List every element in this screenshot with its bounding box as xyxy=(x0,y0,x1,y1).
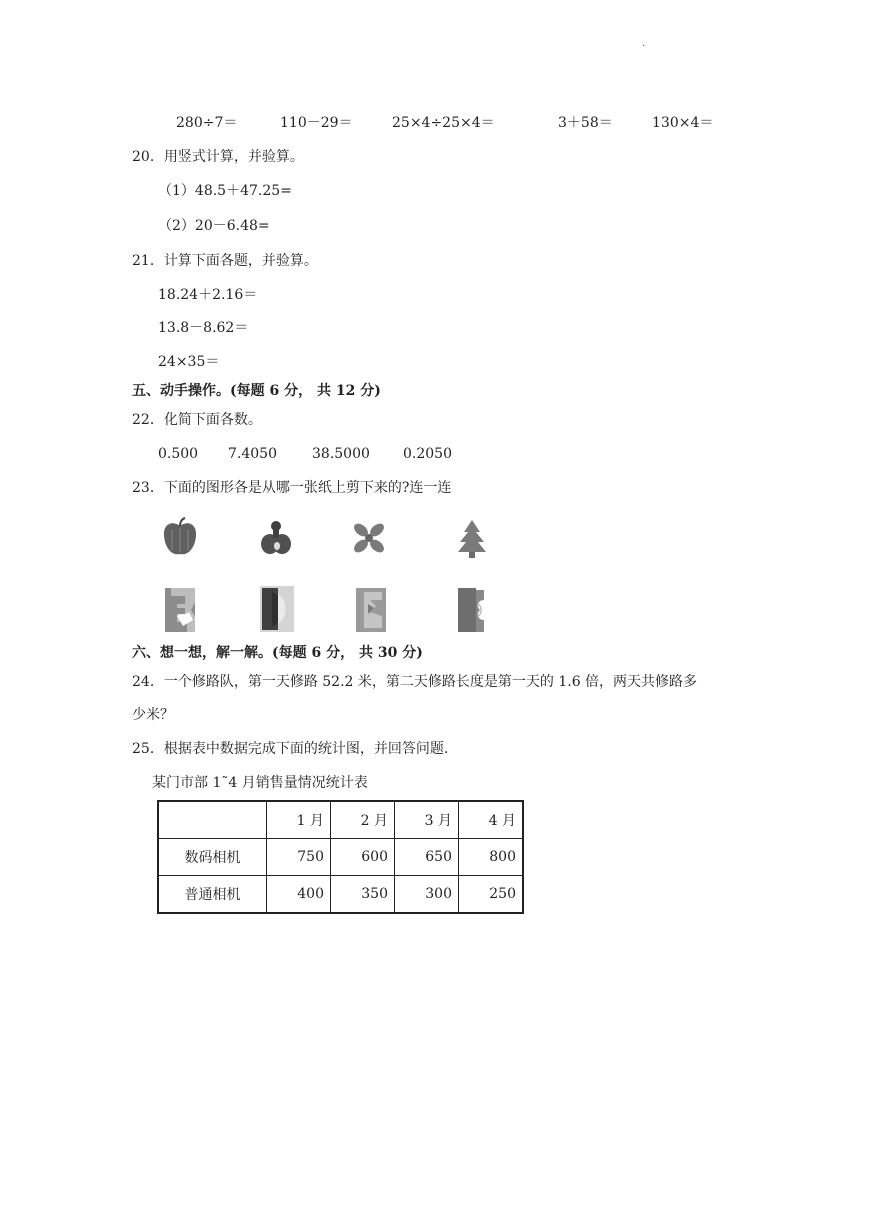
number-item: 0.500 xyxy=(158,446,199,462)
tree-shape-figure xyxy=(452,516,492,560)
question-20-item: （1）48.5＋47.25= xyxy=(158,183,292,199)
table-header-cell xyxy=(158,801,267,839)
number-item: 0.2050 xyxy=(403,446,452,462)
table-header-cell: 2 月 xyxy=(331,801,395,839)
table-row xyxy=(158,839,523,876)
calc-item: 3＋58＝ xyxy=(558,115,613,131)
table-header-cell: 4 月 xyxy=(459,801,524,839)
row-label: 数码相机 xyxy=(158,839,267,876)
table-cell: 650 xyxy=(395,839,459,876)
cut-paper-1-figure xyxy=(163,586,199,634)
question-20-item: （2）20－6.48= xyxy=(158,218,270,234)
section-6-heading: 六、想一想，解一解。(每题 6 分， 共 30 分) xyxy=(132,645,423,661)
table-cell: 750 xyxy=(267,839,331,876)
table-header-cell: 3 月 xyxy=(395,801,459,839)
question-20-title: 20．用竖式计算，并验算。 xyxy=(132,149,304,165)
question-23-title: 23．下面的图形各是从哪一张纸上剪下来的?连一连 xyxy=(132,480,452,496)
question-21-title: 21．计算下面各题，并验算。 xyxy=(132,253,318,269)
question-21-item: 13.8－8.62＝ xyxy=(158,320,249,336)
apple-shape-figure xyxy=(160,516,200,560)
table-cell: 800 xyxy=(459,839,524,876)
table-cell: 600 xyxy=(331,839,395,876)
number-item: 38.5000 xyxy=(312,446,370,462)
question-24-text-cont: 少米？ xyxy=(132,707,174,723)
row-label: 普通相机 xyxy=(158,876,267,914)
calc-item: 130×4＝ xyxy=(652,115,714,131)
table-cell: 400 xyxy=(267,876,331,914)
question-21-item: 24×35＝ xyxy=(158,354,220,370)
question-25-title: 25．根据表中数据完成下面的统计图，并回答问题. xyxy=(132,741,449,757)
table-header-cell: 1 月 xyxy=(267,801,331,839)
cut-paper-4-figure xyxy=(456,586,490,634)
sales-table xyxy=(157,800,524,914)
question-21-item: 18.24＋2.16＝ xyxy=(158,287,258,303)
calc-item: 280÷7＝ xyxy=(176,115,238,131)
table-cell: 300 xyxy=(395,876,459,914)
section-5-heading: 五、动手操作。(每题 6 分， 共 12 分) xyxy=(132,383,381,399)
cut-paper-3-figure xyxy=(354,586,390,634)
cut-paper-2-figure xyxy=(258,584,296,634)
question-24-text: 24．一个修路队，第一天修路 52.2 米，第二天修路长度是第一天的 1.6 倍，两天共修路多 xyxy=(132,674,698,690)
table-cell: 250 xyxy=(459,876,524,914)
question-22-title: 22．化简下面各数。 xyxy=(132,412,262,428)
gourd-shape-figure xyxy=(256,516,296,560)
table-header-row xyxy=(158,801,523,839)
number-item: 7.4050 xyxy=(228,446,277,462)
table-row xyxy=(158,876,523,914)
flower-shape-figure xyxy=(349,516,389,560)
table-caption: 某门市部 1˜4 月销售量情况统计表 xyxy=(152,775,368,791)
table-cell: 350 xyxy=(331,876,395,914)
calc-item: 25×4÷25×4＝ xyxy=(392,115,495,131)
calc-item: 110－29＝ xyxy=(280,115,353,131)
header-mark: . xyxy=(642,38,646,49)
